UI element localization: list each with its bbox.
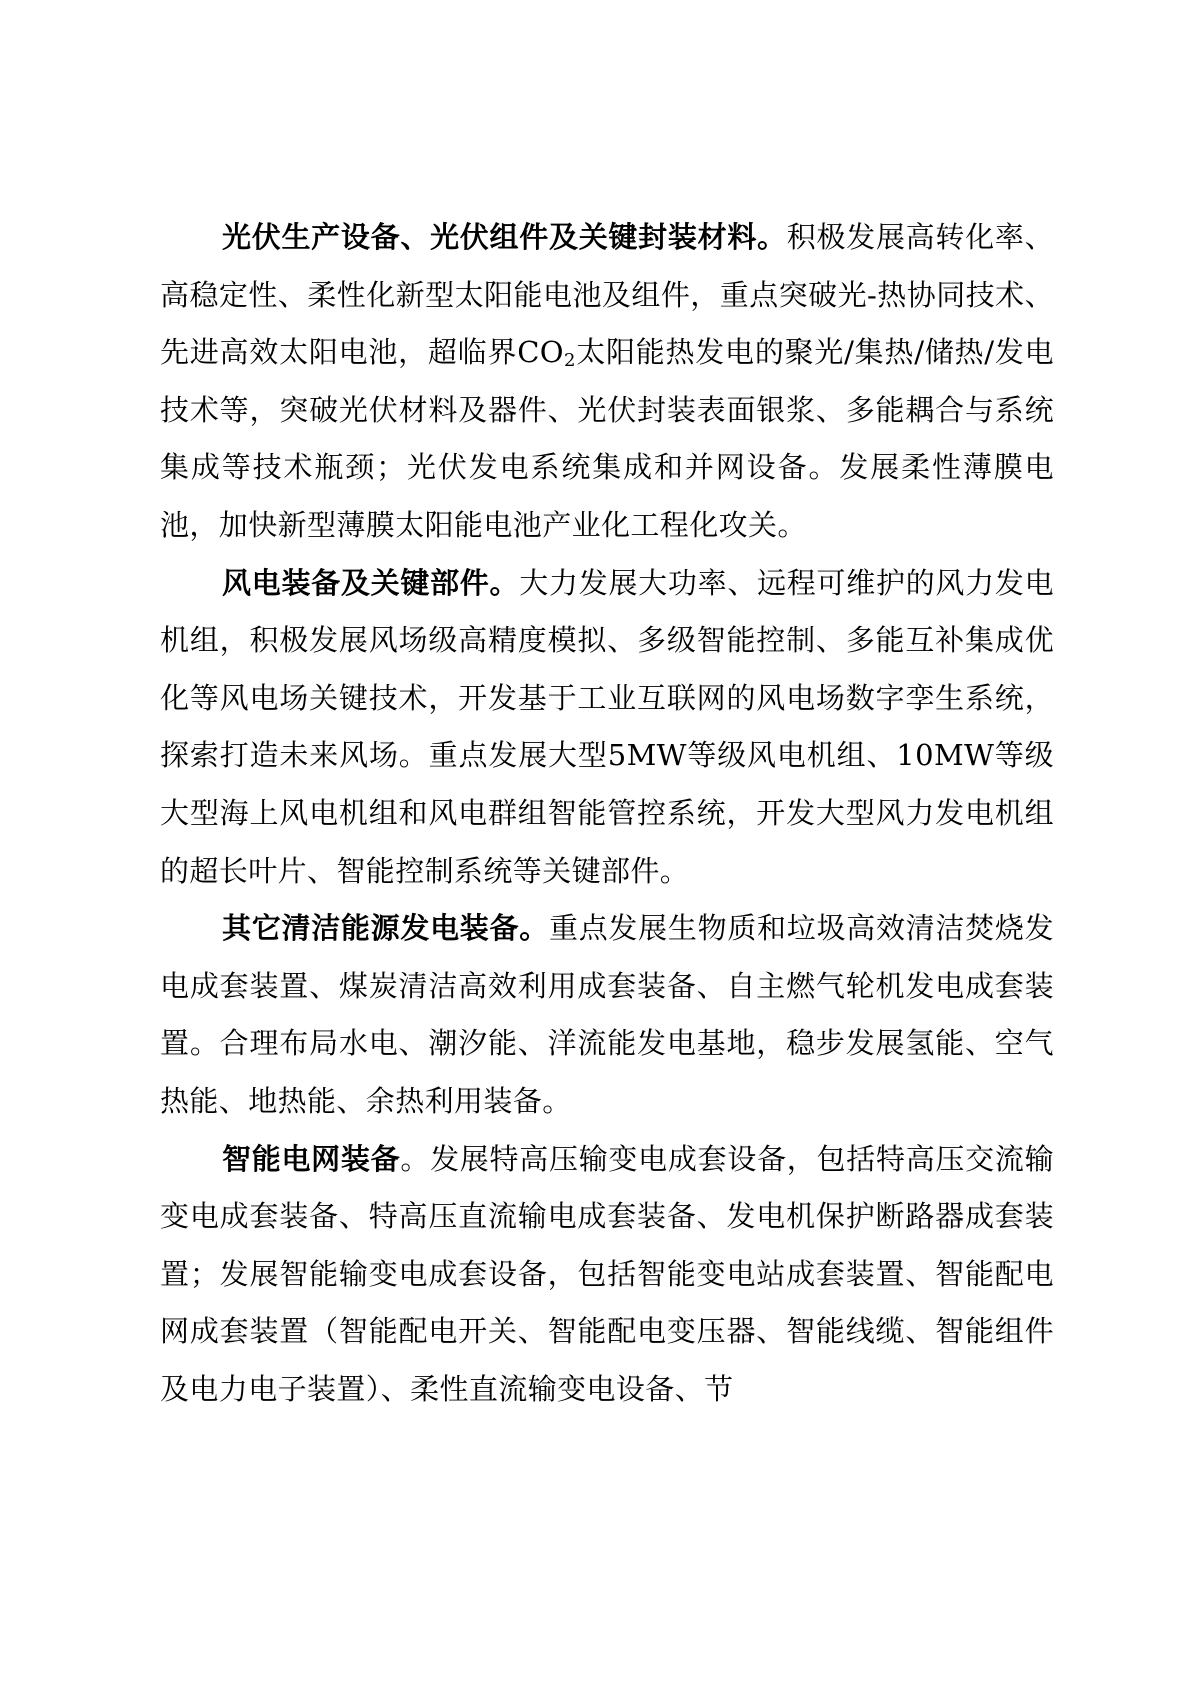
paragraph-heading: 其它清洁能源发电装备。 xyxy=(222,911,549,946)
paragraph-text: 重点发展生物质和垃圾高效清洁焚烧发电成套装置、煤炭清洁高效利用成套装备、自主燃气轮机发电成套装置。合理布局水电、潮汐能、洋流能发电基地，稳步发展氢能、空气热能、地热能、余热利用装备。 xyxy=(160,911,1054,1118)
paragraph-heading: 风电装备及关键部件。 xyxy=(222,565,520,600)
paragraph-heading: 智能电网装备 xyxy=(222,1141,401,1176)
paragraph-clean-energy xyxy=(160,900,1054,1130)
subscript-text: 2 xyxy=(563,350,576,372)
paragraph-wind-power xyxy=(160,555,1054,901)
paragraph-heading: 光伏生产设备、光伏组件及关键封装材料。 xyxy=(222,220,787,254)
paragraph-photovoltaic xyxy=(160,209,1054,555)
paragraph-text: 积极发展高转化率、高稳定性、柔性化新型太阳能电池及组件，重点突破光-热协同技术、先进高效太阳电池，超临界CO xyxy=(160,220,1054,370)
paragraph-text: 大力发展大功率、远程可维护的风力发电机组，积极发展风场级高精度模拟、多级智能控制、多能互补集成优化等风电场关键技术，开发基于工业互联网的风电场数字孪生系统，探索打造未来风场。重点发展大型5MW等级风电机组、10MW等级大型海上风电机组和风电群组智能管控系统，开发大型风力发电机组的超长叶片、智能控制系统等关键部件。 xyxy=(160,565,1054,888)
paragraph-text: 。发展特高压输变电成套设备，包括特高压交流输变电成套装备、特高压直流输电成套装备、发电机保护断路器成套装置；发展智能输变电成套设备，包括智能变电站成套装置、智能配电网成套装置（智能配电开关、智能配电变压器、智能线缆、智能组件及电力电子装置）、柔性直流输变电设备、节 xyxy=(160,1141,1054,1406)
paragraph-text-continued: 太阳能热发电的聚光/集热/储热/发电技术等，突破光伏材料及器件、光伏封装表面银浆、多能耦合与系统集成等技术瓶颈；光伏发电系统集成和并网设备。发展柔性薄膜电池，加快新型薄膜太阳能电池产业化工程化攻关。 xyxy=(160,335,1054,542)
document-body xyxy=(160,209,1054,1418)
paragraph-smart-grid xyxy=(160,1131,1054,1419)
